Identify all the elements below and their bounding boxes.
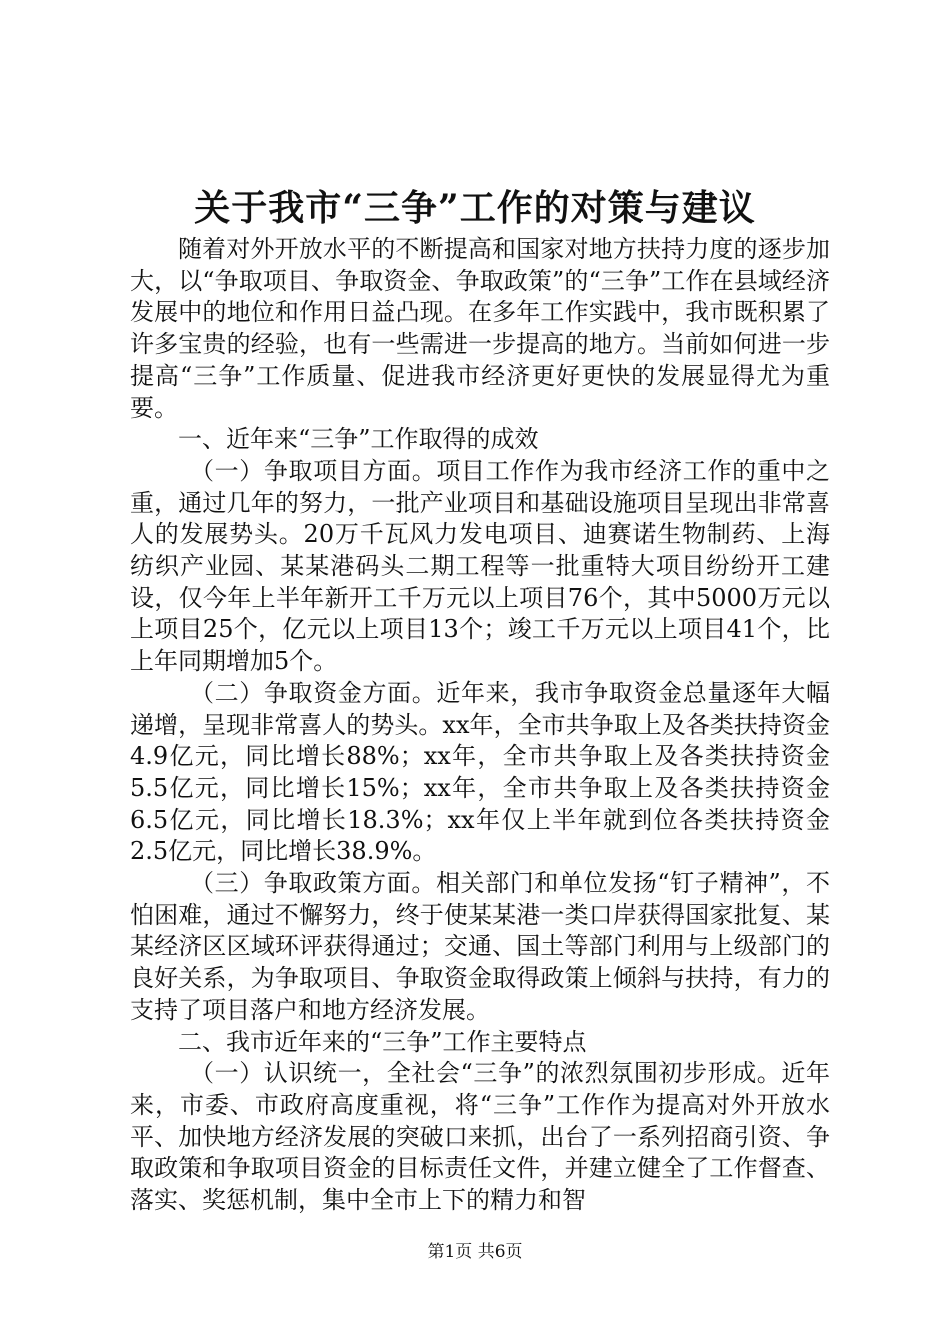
subsection-projects-paragraph: （一）争取项目方面。项目工作作为我市经济工作的重中之重，通过几年的努力，一批产业项目和基础设施项目呈现出非常喜人的发展势头。20万千瓦风力发电项目、迪赛诺生物制药、上海纺织产业园、某某港码头二期工程等一批重特大项目纷纷开工建设，仅今年上半年新开工千万元以上项目76个，其中5000万元以上项目25个，亿元以上项目13个；竣工千万元以上项目41个，比上年同期增加5个。 [130,456,830,676]
subsection-funds-paragraph: （二）争取资金方面。近年来，我市争取资金总量逐年大幅递增，呈现非常喜人的势头。xx年，全市共争取上及各类扶持资金4.9亿元，同比增长88%；xx年，全市共争取上及各类扶持资金5.5亿元，同比增长15%；xx年，全市共争取上及各类扶持资金6.5亿元，同比增长18.3%；xx年仅上半年就到位各类扶持资金2.5亿元，同比增长38.9%。 [130,678,830,866]
section-heading-2: 二、我市近年来的“三争”工作主要特点 [178,1027,587,1056]
subsection-policy-paragraph: （三）争取政策方面。相关部门和单位发扬“钉子精神”，不怕困难，通过不懈努力，终于使某某港一类口岸获得国家批复、某某经济区区域环评获得通过；交通、国土等部门利用与上级部门的良好关系，为争取项目、争取资金取得政策上倾斜与扶持，有力的支持了项目落户和地方经济发展。 [130,869,830,1024]
document-body [130,234,830,1217]
section-heading-1: 一、近年来“三争”工作取得的成效 [178,425,539,454]
intro-paragraph: 随着对外开放水平的不断提高和国家对地方扶持力度的逐步加大，以“争取项目、争取资金、争取政策”的“三争”工作在县域经济发展中的地位和作用日益凸现。在多年工作实践中，我市既积累了许多宝贵的经验，也有一些需进一步提高的地方。当前如何进一步提高“三争”工作质量、促进我市经济更好更快的发展显得尤为重要。 [130,235,830,422]
subsection-awareness-paragraph: （一）认识统一，全社会“三争”的浓烈氛围初步形成。近年来，市委、市政府高度重视，将“三争”工作作为提高对外开放水平、加快地方经济发展的突破口来抓，出台了一系列招商引资、争取政策和争取项目资金的目标责任文件，并建立健全了工作督查、落实、奖惩机制，集中全市上下的精力和智 [130,1059,830,1215]
document-title: 关于我市“三争”工作的对策与建议 [194,187,756,229]
page-number-footer: 第1页 共6页 [427,1242,523,1262]
